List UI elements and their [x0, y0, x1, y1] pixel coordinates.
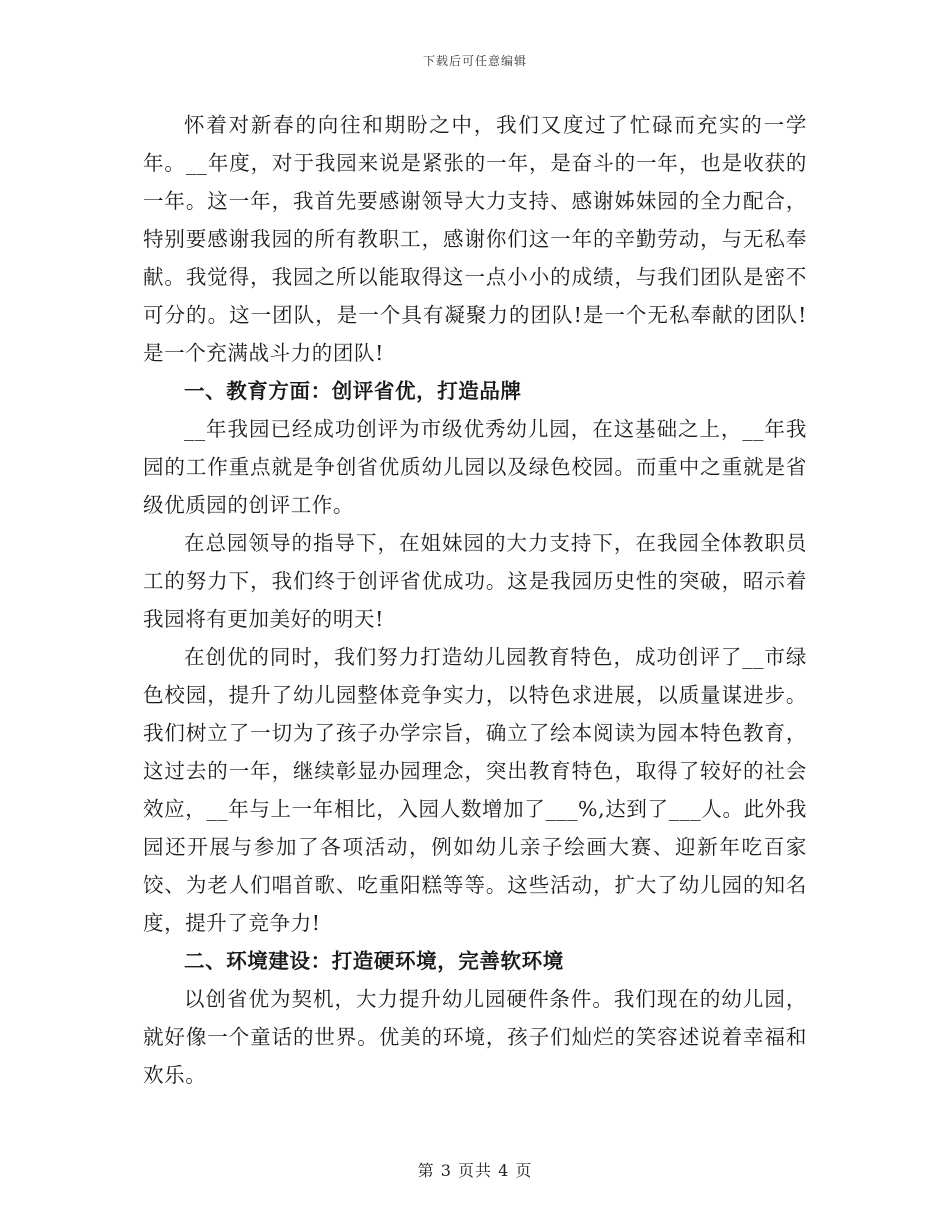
- section-heading-education: 一、教育方面：创评省优，打造品牌: [184, 379, 522, 403]
- paragraph-education-2: 在总园领导的指导下，在姐妹园的大力支持下，在我园全体教职员工的努力下，我们终于创评省优成功。这是我园历史性的突破，昭示着我园将有更加美好的明天!: [143, 531, 807, 631]
- paragraph-environment-1: 以创省优为契机，大力提升幼儿园硬件条件。我们现在的幼儿园，就好像一个童话的世界。优美的环境，孩子们灿烂的笑容述说着幸福和欢乐。: [143, 987, 807, 1087]
- paragraph-education-1: __年我园已经成功创评为市级优秀幼儿园，在这基础之上，__年我园的工作重点就是争创省优质幼儿园以及绿色校园。而重中之重就是省级优质园的创评工作。: [143, 417, 807, 517]
- paragraph-education-3: 在创优的同时，我们努力打造幼儿园教育特色，成功创评了__市绿色校园，提升了幼儿园整体竞争实力，以特色求进展，以质量谋进步。我们树立了一切为了孩子办学宗旨，确立了绘本阅读为园本特色教育，这过去的一年，继续彰显办园理念，突出教育特色，取得了较好的社会效应，__年与上一年相比，入园人数增加了___%,达到了___人。此外我园还开展与参加了各项活动，例如幼儿亲子绘画大赛、迎新年吃百家饺、为老人们唱首歌、吃重阳糕等等。这些活动，扩大了幼儿园的知名度，提升了竞争力!: [143, 645, 807, 935]
- page-header: 下载后可任意编辑: [422, 54, 527, 68]
- page-footer: 第 3 页共 4 页: [417, 1161, 533, 1180]
- section-heading-environment: 二、环境建设：打造硬环境，完善软环境: [184, 949, 564, 973]
- paragraph-intro: 怀着对新春的向往和期盼之中，我们又度过了忙碌而充实的一学年。__年度，对于我园来说是紧张的一年，是奋斗的一年，也是收获的一年。这一年，我首先要感谢领导大力支持、感谢姊妹园的全力配合，特别要感谢我园的所有教职工，感谢你们这一年的辛勤劳动，与无私奉献。我觉得，我园之所以能取得这一点小小的成绩，与我们团队是密不可分的。这一团队，是一个具有凝聚力的团队!是一个无私奉献的团队!是一个充满战斗力的团队!: [143, 113, 807, 365]
- document-body: [143, 106, 807, 1094]
